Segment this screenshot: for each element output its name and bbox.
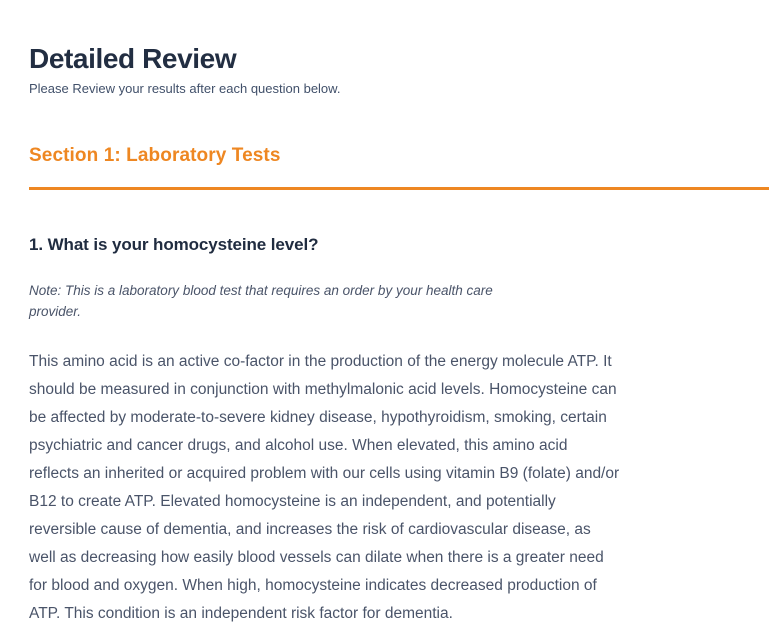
section-divider-rule	[29, 187, 769, 190]
page-subtitle: Please Review your results after each question below.	[29, 81, 341, 96]
page-title: Detailed Review	[29, 43, 237, 74]
question-1-description: This amino acid is an active co-factor in the production of the energy molecule ATP. It should be measured in conjunction with methylmalonic acid levels. Homocysteine can be affected by moderate-to-severe kidney disease, hypothyroidism, smoking, certain psychiatric and cancer drugs, and alcohol use. When elevated, this amino acid reflects an inherited or acquired problem with our cells using vitamin B9 (folate) and/or B12 to create ATP. Elevated homocysteine is an independent, and potentially reversible cause of dementia, and increases the risk of cardiovascular disease, as well as decreasing how easily blood vessels can dilate when there is a greater need for blood and oxygen. When high, homocysteine indicates decreased production of ATP. This condition is an independent risk factor for dementia.	[29, 353, 620, 622]
question-1-note: Note: This is a laboratory blood test that requires an order by your health care provider.	[29, 283, 493, 319]
question-1-heading: 1. What is your homocysteine level?	[29, 235, 319, 254]
section-heading: Section 1: Laboratory Tests	[29, 145, 281, 166]
